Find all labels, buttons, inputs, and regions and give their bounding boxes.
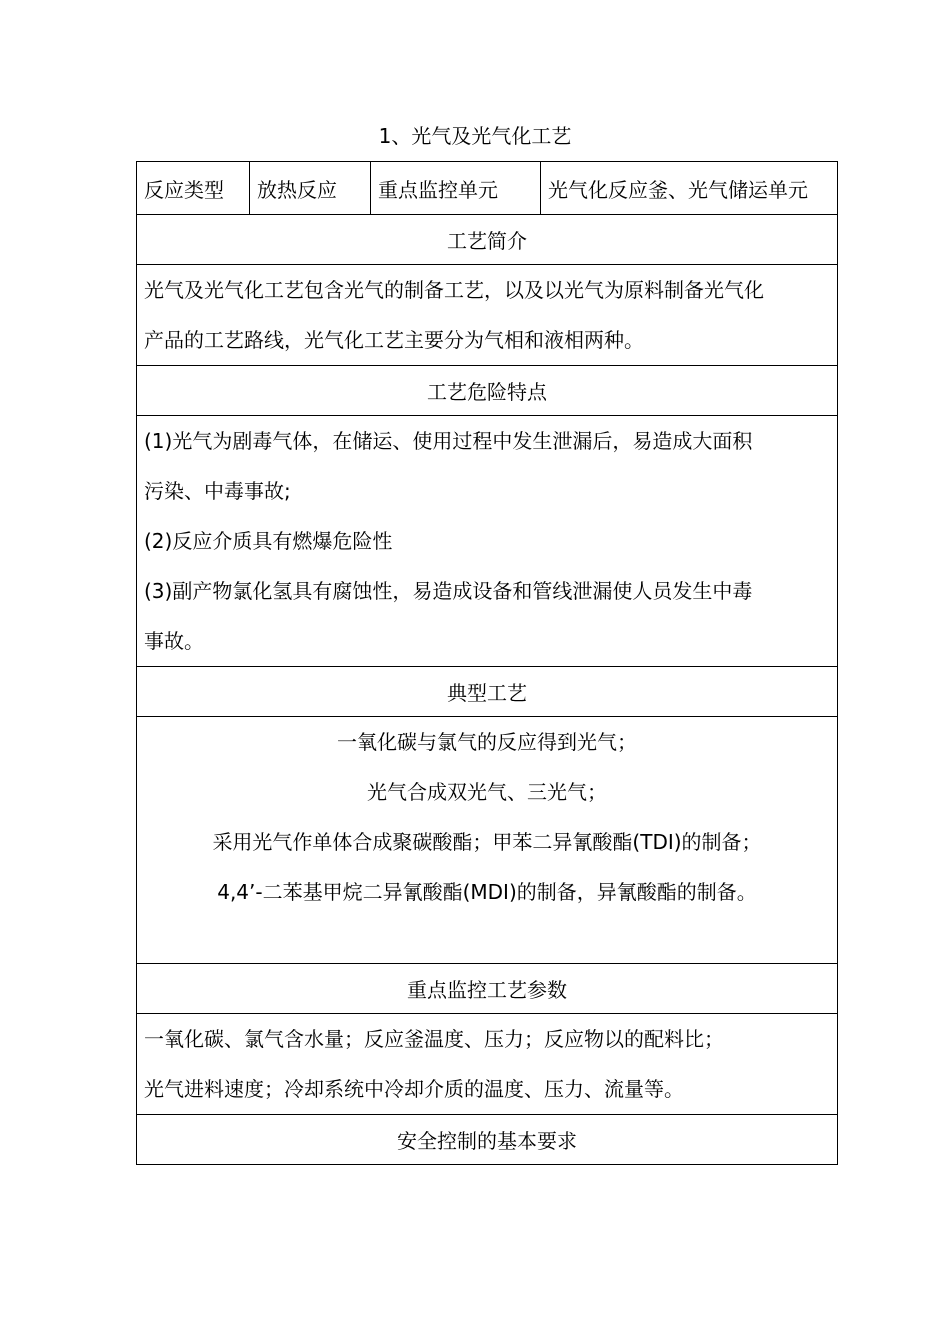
label-reaction-type: 反应类型 <box>137 162 250 215</box>
params-title: 重点监控工艺参数 <box>137 964 838 1014</box>
typical-line: 采用光气作单体合成聚碳酸酯；甲苯二异氰酸酯(TDI)的制备； <box>212 830 762 854</box>
process-table <box>136 161 838 1165</box>
hazard-content <box>137 416 838 667</box>
page-title: 1、光气及光气化工艺 <box>378 124 572 148</box>
intro-title: 工艺简介 <box>137 215 838 265</box>
params-title-row <box>137 964 838 1014</box>
typical-title-row <box>137 667 838 717</box>
safety-title-row <box>137 1115 838 1165</box>
intro-content <box>137 265 838 366</box>
typical-row <box>137 717 838 964</box>
value-monitor-unit: 光气化反应釜、光气储运单元 <box>541 162 838 215</box>
intro-line: 光气及光气化工艺包含光气的制备工艺，以及以光气为原料制备光气化 <box>144 278 764 302</box>
typical-line: 4,4’-二苯基甲烷二异氰酸酯(MDI)的制备，异氰酸酯的制备。 <box>217 880 757 904</box>
params-line: 一氧化碳、氯气含水量；反应釜温度、压力；反应物以的配料比； <box>144 1027 724 1051</box>
intro-title-row <box>137 215 838 265</box>
header-row <box>137 162 838 215</box>
hazard-line: (1)光气为剧毒气体，在储运、使用过程中发生泄漏后，易造成大面积 <box>144 429 753 453</box>
hazard-line: 污染、中毒事故; <box>144 479 291 503</box>
params-line: 光气进料速度；冷却系统中冷却介质的温度、压力、流量等。 <box>144 1077 684 1101</box>
intro-line: 产品的工艺路线，光气化工艺主要分为气相和液相两种。 <box>144 328 644 352</box>
typical-content <box>137 717 838 964</box>
hazard-line: 事故。 <box>144 629 204 653</box>
safety-title: 安全控制的基本要求 <box>137 1115 838 1165</box>
intro-row <box>137 265 838 366</box>
hazard-line: (3)副产物氯化氢具有腐蚀性，易造成设备和管线泄漏使人员发生中毒 <box>144 579 753 603</box>
hazard-title: 工艺危险特点 <box>137 366 838 416</box>
typical-line: 光气合成双光气、三光气； <box>367 780 607 804</box>
hazard-line: (2)反应介质具有燃爆危险性 <box>144 529 393 553</box>
typical-title: 典型工艺 <box>137 667 838 717</box>
typical-line: 一氧化碳与氯气的反应得到光气； <box>337 730 637 754</box>
params-row <box>137 1014 838 1115</box>
hazard-title-row <box>137 366 838 416</box>
hazard-row <box>137 416 838 667</box>
value-reaction-type: 放热反应 <box>250 162 371 215</box>
label-monitor-unit: 重点监控单元 <box>371 162 541 215</box>
params-content <box>137 1014 838 1115</box>
